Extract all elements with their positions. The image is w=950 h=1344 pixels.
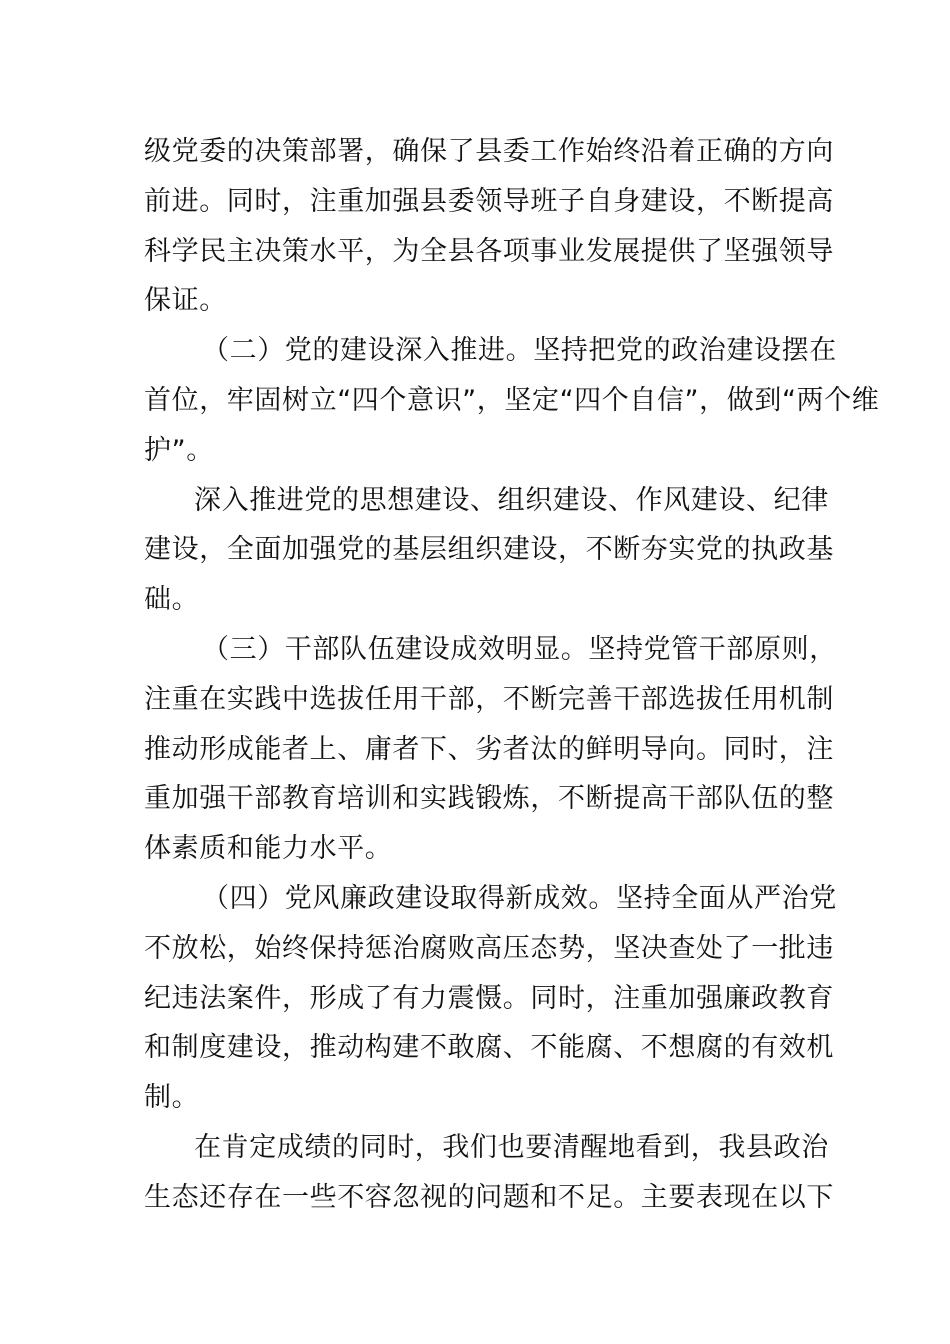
text-line: （三）干部队伍建设成效明显。坚持党管干部原则，	[202, 633, 837, 665]
paragraph-cadre-team	[144, 625, 837, 874]
text-line: 纪违法案件，形成了有力震慑。同时，注重加强廉政教育	[144, 982, 834, 1014]
text-line: 在肯定成绩的同时，我们也要清醒地看到，我县政治	[194, 1131, 829, 1163]
paragraph-problems	[144, 1123, 834, 1223]
text-line: （四）党风廉政建设取得新成效。坚持全面从严治党	[202, 882, 837, 914]
text-line: 制。	[144, 1082, 200, 1114]
text-line: 生态还存在一些不容忽视的问题和不足。主要表现在以下	[144, 1181, 834, 1213]
text-line: （二）党的建设深入推进。坚持把党的政治建设摆在	[202, 335, 837, 367]
paragraph-party-building	[144, 326, 880, 475]
document-body	[144, 127, 880, 1223]
paragraph-deepen-building	[144, 476, 834, 625]
text-line: 础。	[144, 584, 200, 616]
paragraph-county-committee	[144, 127, 834, 326]
text-line: 注重在实践中选拔任用干部，不断完善干部选拔任用机制	[144, 683, 834, 715]
text-line: 保证。	[144, 285, 227, 317]
text-line: 和制度建设，推动构建不敢腐、不能腐、不想腐的有效机	[144, 1032, 834, 1064]
text-line: 建设，全面加强党的基层组织建设，不断夯实党的执政基	[144, 534, 834, 566]
text-line: 推动形成能者上、庸者下、劣者汰的鲜明导向。同时，注	[144, 733, 834, 765]
text-line: 科学民主决策水平，为全县各项事业发展提供了坚强领导	[144, 235, 834, 267]
text-line: 护”。	[144, 434, 214, 466]
text-line: 级党委的决策部署，确保了县委工作始终沿着正确的方向	[144, 136, 834, 167]
text-line: 不放松，始终保持惩治腐败高压态势，坚决查处了一批违	[144, 932, 834, 964]
text-line: 深入推进党的思想建设、组织建设、作风建设、纪律	[194, 484, 829, 516]
paragraph-integrity	[144, 874, 837, 1123]
text-line: 重加强干部教育培训和实践锻炼，不断提高干部队伍的整	[144, 783, 834, 815]
text-line: 首位，牢固树立“四个意识”，坚定“四个自信”，做到“两个维	[144, 384, 880, 416]
text-line: 体素质和能力水平。	[144, 833, 393, 865]
text-line: 前进。同时，注重加强县委领导班子自身建设，不断提高	[144, 185, 834, 217]
